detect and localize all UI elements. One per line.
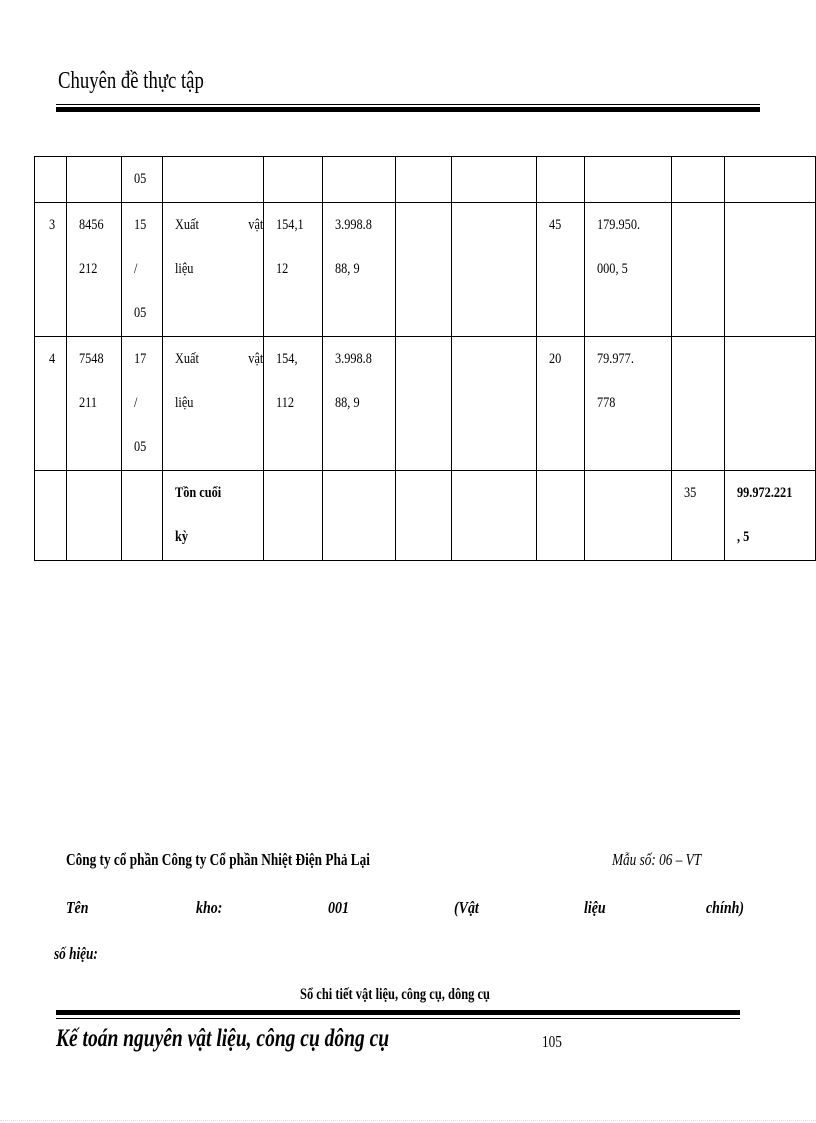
table-cell <box>263 157 322 203</box>
table-cell <box>537 157 585 203</box>
cell-line: 88, 9 <box>334 395 360 411</box>
table-cell <box>35 157 67 203</box>
table-cell <box>724 471 815 561</box>
footer-rule-thick <box>56 1010 740 1015</box>
bottom-dotted-line <box>0 1120 816 1121</box>
page-number: 105 <box>542 1032 562 1051</box>
table-cell <box>537 471 585 561</box>
table-cell <box>66 471 121 561</box>
table-cell <box>322 471 395 561</box>
table-cell <box>263 471 322 561</box>
cell-line: 212 <box>78 261 98 277</box>
store-word-1: Tên <box>66 898 89 917</box>
table-cell <box>585 157 672 203</box>
company-name: Công ty cổ phần Công ty Cổ phần Nhiệt Điện Phả Lại <box>66 850 370 869</box>
table-cell <box>537 337 585 471</box>
table-cell <box>162 337 263 471</box>
cell-line: / <box>133 395 138 411</box>
cell-line: 05 <box>133 171 147 187</box>
table-cell <box>451 157 537 203</box>
table-cell <box>585 471 672 561</box>
table-cell <box>585 337 672 471</box>
page-header-title: Chuyên đề thực tập <box>58 68 204 94</box>
table-cell <box>162 471 263 561</box>
so-hieu-label: số hiệu: <box>54 944 98 963</box>
cell-line: Xuất vật <box>174 351 263 367</box>
cell-line: 17 <box>133 351 147 367</box>
table-cell <box>162 157 263 203</box>
table-cell <box>672 157 725 203</box>
table-cell <box>263 337 322 471</box>
table-cell <box>121 337 162 471</box>
cell-line: 7548 <box>78 351 104 367</box>
table-cell <box>672 203 725 337</box>
store-word-5: liệu <box>584 898 606 917</box>
table-row <box>35 157 816 203</box>
footer-title: Kế toán nguyên vật liệu, công cụ dông cụ <box>56 1025 390 1052</box>
table-cell <box>585 203 672 337</box>
cell-line: 778 <box>597 395 616 411</box>
cell-line: / <box>133 261 138 277</box>
table-cell <box>451 337 537 471</box>
cell-line: 179.950. <box>597 217 641 233</box>
cell-line: liệu <box>174 395 194 411</box>
cell-line: 05 <box>133 305 147 321</box>
ledger-table <box>34 156 816 561</box>
cell-line: 211 <box>78 395 97 411</box>
cell-line: 3.998.8 <box>334 217 372 233</box>
store-word-2: kho: <box>196 898 223 917</box>
table-cell <box>322 157 395 203</box>
table-row <box>35 471 816 561</box>
cell-line: 3.998.8 <box>334 351 372 367</box>
table-cell <box>451 203 537 337</box>
table-cell <box>66 337 121 471</box>
store-word-6: chính) <box>706 898 744 917</box>
table-cell <box>724 157 815 203</box>
table-cell <box>537 203 585 337</box>
cell-line: 05 <box>133 439 147 455</box>
cell-line: 112 <box>275 395 294 411</box>
table-cell <box>322 203 395 337</box>
table-cell <box>121 157 162 203</box>
store-word-3: 001 <box>328 898 349 917</box>
cell-line: liệu <box>174 261 194 277</box>
form-number: Mẫu số: 06 – VT <box>612 850 702 869</box>
cell-line: 88, 9 <box>334 261 360 277</box>
book-title: Sổ chi tiết vật liệu, công cụ, dông cụ <box>300 986 490 1003</box>
cell-line: kỳ <box>174 529 188 545</box>
table-cell <box>121 471 162 561</box>
table-cell <box>395 157 451 203</box>
table-cell <box>35 337 67 471</box>
header-rule-thick <box>56 107 760 112</box>
cell-line: Tồn cuối <box>174 485 221 501</box>
header-rule-thin <box>56 104 760 105</box>
table-cell <box>322 337 395 471</box>
table-cell <box>66 157 121 203</box>
table-cell <box>724 337 815 471</box>
cell-line: 12 <box>275 261 289 277</box>
cell-line: 45 <box>549 217 562 233</box>
table-row <box>35 337 816 471</box>
table-cell <box>121 203 162 337</box>
table-cell <box>451 471 537 561</box>
cell-line: 154, <box>275 351 298 367</box>
table-cell <box>672 471 725 561</box>
table-cell <box>263 203 322 337</box>
table-cell <box>66 203 121 337</box>
cell-line: 3 <box>49 217 56 233</box>
table-cell <box>672 337 725 471</box>
cell-line: Xuất vật <box>174 217 263 233</box>
table-cell <box>395 471 451 561</box>
table-cell <box>395 337 451 471</box>
table-cell <box>395 203 451 337</box>
cell-line: 000, 5 <box>597 261 628 277</box>
cell-line: 15 <box>133 217 147 233</box>
cell-line: 8456 <box>78 217 104 233</box>
cell-line: , 5 <box>736 529 750 545</box>
cell-line: 4 <box>49 351 56 367</box>
table-cell <box>724 203 815 337</box>
table-cell <box>35 471 67 561</box>
table-cell <box>162 203 263 337</box>
cell-line: 79.977. <box>597 351 635 367</box>
table-cell <box>35 203 67 337</box>
store-word-4: (Vật <box>454 898 479 917</box>
table-row <box>35 203 816 337</box>
cell-line: 99.972.221 <box>736 485 793 501</box>
cell-line: 35 <box>684 485 697 501</box>
cell-line: 154,1 <box>275 217 304 233</box>
footer-rule-thin <box>56 1018 740 1019</box>
cell-line: 20 <box>549 351 562 367</box>
